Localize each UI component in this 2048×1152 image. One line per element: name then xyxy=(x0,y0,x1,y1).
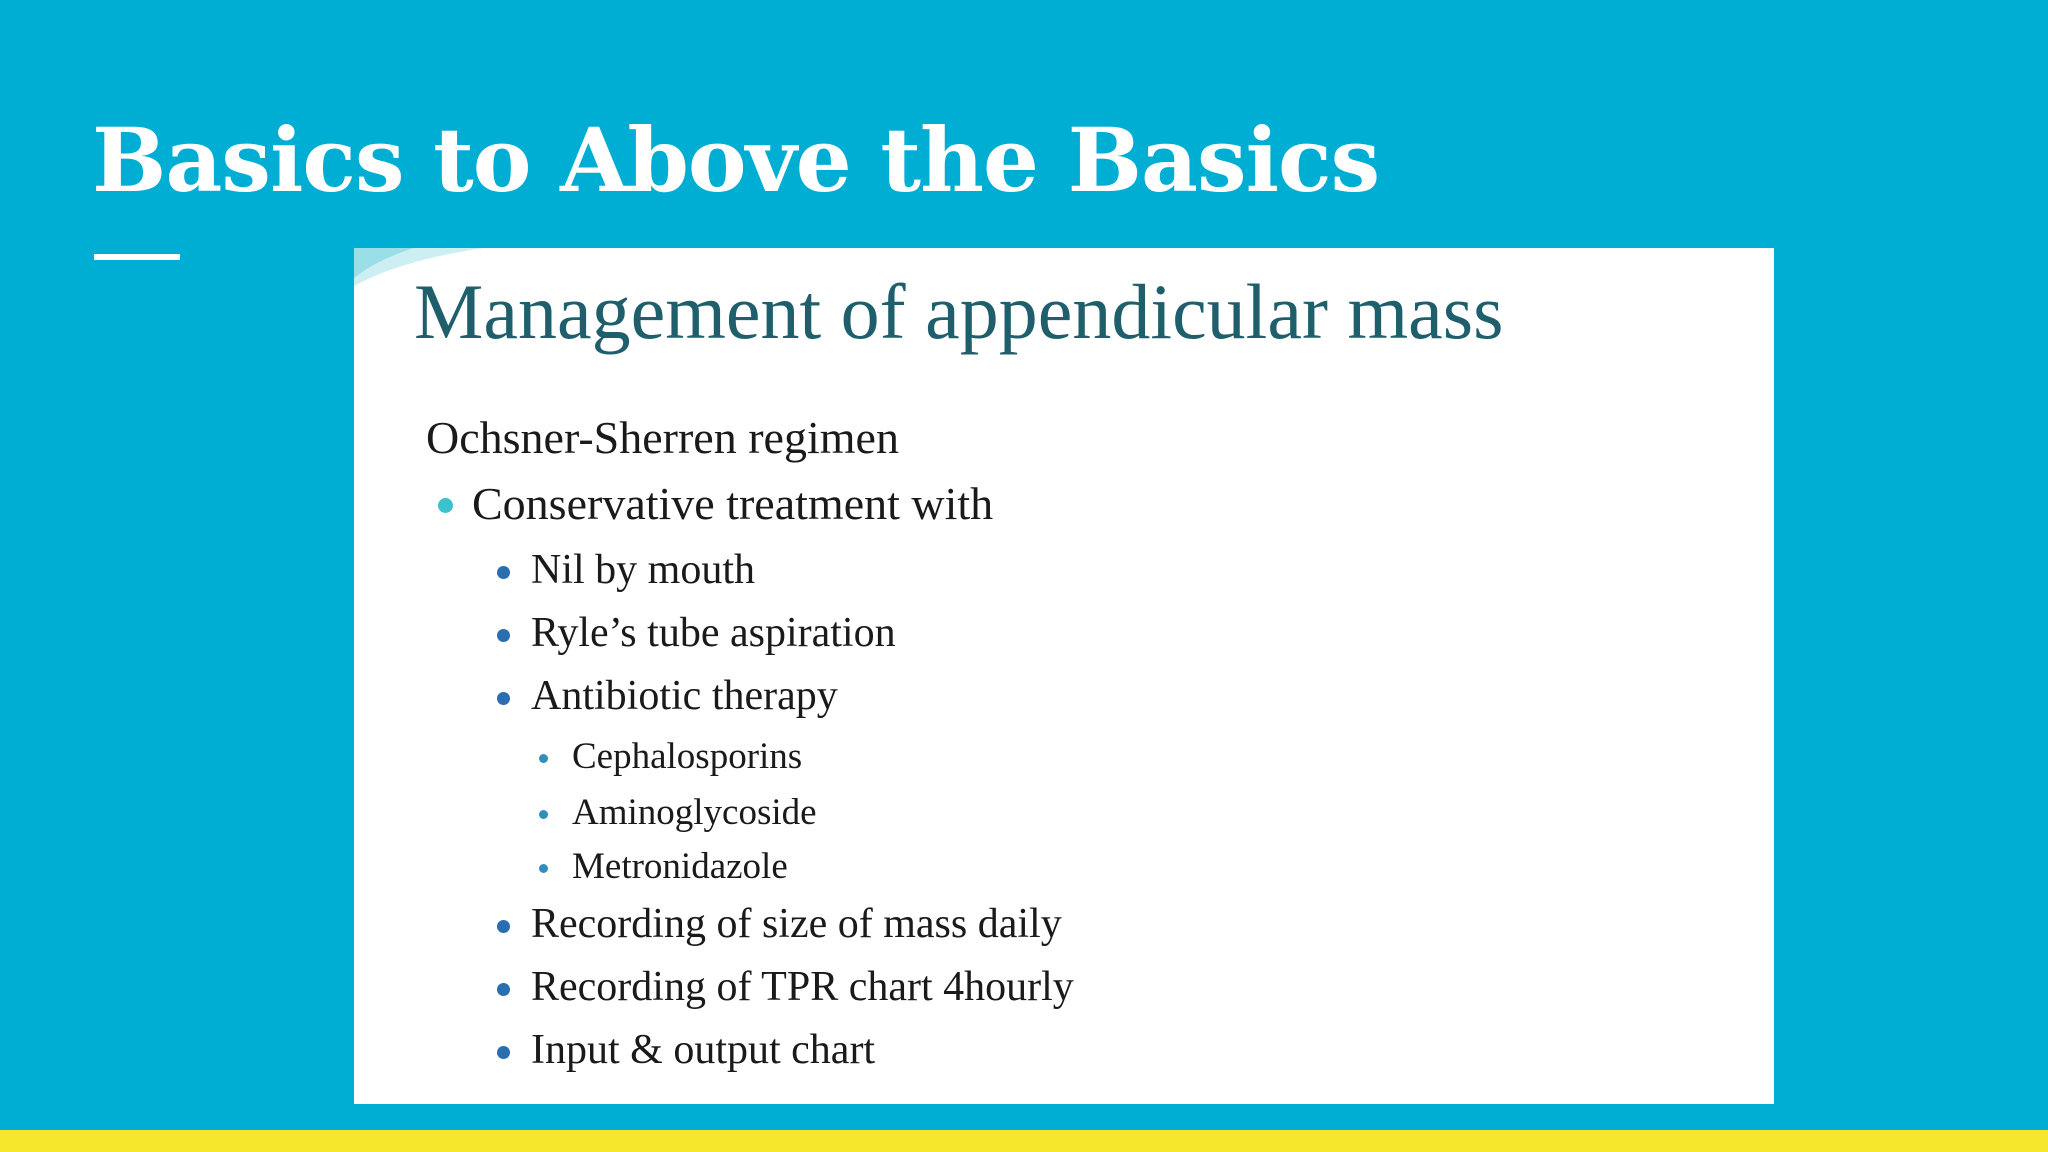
list-item xyxy=(572,732,802,782)
title-underline xyxy=(94,254,180,260)
list-item xyxy=(472,474,993,534)
embedded-slide-title: Management of appendicular mass xyxy=(414,268,1504,355)
slide-title: Basics to Above the Basics xyxy=(92,108,1380,212)
list-item-label: Cephalosporins xyxy=(572,736,803,777)
bullet-icon xyxy=(438,498,453,513)
list-item xyxy=(531,668,838,724)
bullet-icon xyxy=(539,810,548,819)
footer-accent-bar xyxy=(0,1130,2048,1152)
bullet-icon xyxy=(497,692,510,705)
list-item xyxy=(531,605,896,661)
list-item-label: Nil by mouth xyxy=(531,547,756,593)
bullet-icon xyxy=(497,629,510,642)
list-item-label: Ryle’s tube aspiration xyxy=(531,610,896,656)
bullet-icon xyxy=(539,864,548,873)
list-item xyxy=(572,788,817,838)
embedded-slide-image xyxy=(354,248,1774,1104)
list-item-label: Antibiotic therapy xyxy=(531,673,838,719)
list-item xyxy=(531,542,755,598)
list-item-label: Input & output chart xyxy=(531,1027,876,1073)
list-item-label: Metronidazole xyxy=(572,846,788,887)
list-item xyxy=(531,896,1062,952)
list-item-label: Aminoglycoside xyxy=(572,792,817,833)
list-item xyxy=(531,1022,875,1078)
list-item-label: Conservative treatment with xyxy=(472,478,994,529)
bullet-icon xyxy=(497,920,510,933)
bullet-icon xyxy=(497,566,510,579)
bullet-icon xyxy=(539,754,548,763)
bullet-icon xyxy=(497,1046,510,1059)
list-item xyxy=(572,842,788,892)
list-item-label: Recording of TPR chart 4hourly xyxy=(531,964,1074,1010)
bullet-icon xyxy=(497,983,510,996)
list-item xyxy=(531,959,1074,1015)
regimen-heading: Ochsner-Sherren regimen xyxy=(426,412,899,463)
list-item-label: Recording of size of mass daily xyxy=(531,901,1062,947)
